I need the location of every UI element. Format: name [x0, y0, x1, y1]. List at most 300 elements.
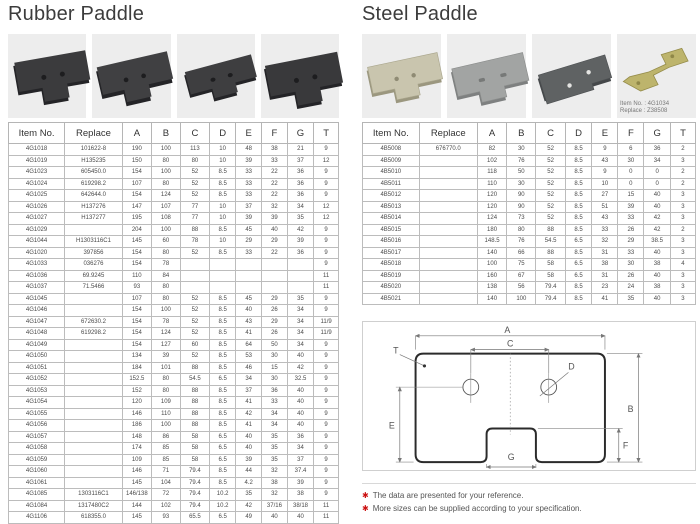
- table-cell: 195: [122, 213, 151, 225]
- table-cell: 120: [477, 201, 506, 213]
- table-cell: 0: [644, 178, 671, 190]
- table-cell: 110: [122, 270, 151, 282]
- table-cell: [419, 190, 477, 202]
- table-cell: [419, 259, 477, 271]
- table-cell: 79.4: [536, 282, 565, 294]
- table-cell: 41: [592, 293, 618, 305]
- table-cell: 4G1046: [9, 305, 65, 317]
- table-cell: 38.5: [644, 236, 671, 248]
- table-cell: 33: [236, 190, 262, 202]
- table-cell: 50: [507, 167, 536, 179]
- table-cell: 42: [644, 213, 671, 225]
- table-cell: 145: [122, 477, 151, 489]
- table-cell: 40: [236, 431, 262, 443]
- table-cell: 4G1052: [9, 374, 65, 386]
- table-cell: 154: [122, 328, 151, 340]
- table-cell: 33: [236, 167, 262, 179]
- table-cell: 42: [287, 224, 313, 236]
- table-cell: 88: [180, 397, 209, 409]
- table-row: [9, 178, 339, 190]
- table-cell: 34: [287, 328, 313, 340]
- table-cell: 9: [314, 339, 339, 351]
- table-cell: 4B5020: [363, 282, 420, 294]
- table-cell: 4G1029: [9, 224, 65, 236]
- table-cell: 8.5: [565, 282, 592, 294]
- table-cell: 37: [287, 454, 313, 466]
- table-cell: 33: [236, 247, 262, 259]
- table-cell: 11: [314, 512, 339, 524]
- table-cell: 101622-8: [65, 144, 123, 156]
- table-cell: [65, 431, 123, 443]
- table-cell: 109: [151, 397, 180, 409]
- table-cell: [65, 224, 123, 236]
- table-cell: 36: [287, 247, 313, 259]
- table-row: [363, 213, 696, 225]
- table-cell: 6.5: [565, 259, 592, 271]
- table-cell: 9: [314, 144, 339, 156]
- footnote: [362, 502, 696, 515]
- table-cell: [180, 259, 209, 271]
- table-cell: 24: [618, 282, 644, 294]
- table-cell: 9: [592, 167, 618, 179]
- table-cell: 154: [122, 305, 151, 317]
- table-cell: 93: [151, 512, 180, 524]
- table-cell: 29: [262, 236, 288, 248]
- table-cell: 9: [314, 305, 339, 317]
- steel-paddle-photo-4: [617, 34, 696, 118]
- table-cell: 8.5: [209, 466, 235, 478]
- table-cell: 4G1051: [9, 362, 65, 374]
- table-cell: 66: [507, 247, 536, 259]
- table-cell: [236, 259, 262, 271]
- table-row: [9, 282, 339, 294]
- table-cell: 124: [477, 213, 506, 225]
- table-cell: 2: [670, 178, 695, 190]
- table-cell: 4G1055: [9, 408, 65, 420]
- table-cell: 4G1019: [9, 155, 65, 167]
- table-cell: 9: [314, 374, 339, 386]
- table-cell: 619298.2: [65, 328, 123, 340]
- column-header: D: [565, 123, 592, 144]
- table-cell: 77: [180, 201, 209, 213]
- table-cell: 9: [314, 385, 339, 397]
- rubber-section-title: Rubber Paddle: [8, 3, 145, 25]
- table-cell: 4G1020: [9, 247, 65, 259]
- table-cell: [65, 339, 123, 351]
- footnote-text: The data are presented for your reference.: [372, 491, 524, 500]
- table-cell: 174: [122, 443, 151, 455]
- dim-label-G: G: [507, 452, 515, 463]
- table-cell: 2: [670, 224, 695, 236]
- table-cell: 4G1061: [9, 477, 65, 489]
- table-cell: 54.5: [536, 236, 565, 248]
- table-cell: 1317480C2: [65, 500, 123, 512]
- table-cell: [419, 247, 477, 259]
- table-cell: 52: [180, 328, 209, 340]
- steel-paddle-3-image: [532, 34, 611, 118]
- table-row: [363, 259, 696, 271]
- table-cell: 0: [618, 178, 644, 190]
- table-cell: 30: [507, 178, 536, 190]
- table-cell: 38: [644, 259, 671, 271]
- steel-paddle-section: [362, 0, 696, 515]
- table-cell: 36: [287, 431, 313, 443]
- table-cell: 120: [477, 190, 506, 202]
- rubber-table-header-row: [9, 123, 339, 144]
- table-cell: 8.5: [565, 155, 592, 167]
- table-cell: 4G1053: [9, 385, 65, 397]
- table-cell: [419, 293, 477, 305]
- table-cell: 140: [477, 293, 506, 305]
- table-cell: 31: [592, 270, 618, 282]
- table-cell: 3: [670, 155, 695, 167]
- table-row: [9, 397, 339, 409]
- table-cell: [262, 270, 288, 282]
- table-cell: [209, 270, 235, 282]
- table-cell: 80: [507, 224, 536, 236]
- table-cell: 40: [236, 305, 262, 317]
- table-cell: 618355.0: [65, 512, 123, 524]
- table-cell: 4G1057: [9, 431, 65, 443]
- table-cell: 29: [618, 236, 644, 248]
- table-cell: 100: [151, 167, 180, 179]
- table-cell: 52: [180, 293, 209, 305]
- table-cell: [419, 178, 477, 190]
- table-cell: 88: [180, 362, 209, 374]
- table-cell: 110: [477, 178, 506, 190]
- table-cell: 8.5: [209, 397, 235, 409]
- table-cell: 42: [236, 408, 262, 420]
- table-cell: 29: [236, 236, 262, 248]
- table-cell: 4G1058: [9, 443, 65, 455]
- table-cell: 80: [151, 282, 180, 294]
- table-cell: 69.9245: [65, 270, 123, 282]
- table-cell: 100: [507, 293, 536, 305]
- table-cell: 154: [122, 247, 151, 259]
- table-cell: 40: [644, 201, 671, 213]
- dim-label-E: E: [388, 420, 395, 431]
- table-cell: 52: [536, 201, 565, 213]
- table-cell: 52: [536, 213, 565, 225]
- table-cell: 79.4: [180, 466, 209, 478]
- table-cell: 34: [287, 316, 313, 328]
- table-cell: 39: [236, 454, 262, 466]
- table-cell: 4B5015: [363, 224, 420, 236]
- table-cell: 36: [644, 144, 671, 156]
- rubber-paddle-photo-1: [8, 34, 86, 118]
- table-cell: [419, 270, 477, 282]
- table-cell: 4.2: [236, 477, 262, 489]
- table-cell: 109: [122, 454, 151, 466]
- table-cell: 40: [287, 408, 313, 420]
- table-cell: 64: [236, 339, 262, 351]
- table-row: [363, 190, 696, 202]
- table-cell: 146: [122, 466, 151, 478]
- table-cell: 10: [209, 213, 235, 225]
- table-cell: 58: [536, 270, 565, 282]
- table-cell: 10: [209, 155, 235, 167]
- table-cell: 4G1048: [9, 328, 65, 340]
- table-cell: 9: [314, 397, 339, 409]
- table-cell: 190: [122, 144, 151, 156]
- table-cell: 4G1060: [9, 466, 65, 478]
- table-cell: 154: [122, 167, 151, 179]
- table-cell: 9: [314, 224, 339, 236]
- footnotes: [362, 483, 696, 515]
- table-cell: 39: [287, 477, 313, 489]
- table-cell: [209, 282, 235, 294]
- table-cell: 154: [122, 339, 151, 351]
- table-row: [9, 213, 339, 225]
- table-cell: 12: [314, 155, 339, 167]
- table-cell: 56: [507, 282, 536, 294]
- table-cell: 38/18: [287, 500, 313, 512]
- steel-paddle-4-caption: [620, 101, 669, 115]
- table-cell: 48: [236, 144, 262, 156]
- table-cell: 34: [644, 155, 671, 167]
- table-row: [363, 236, 696, 248]
- table-cell: 8.5: [565, 201, 592, 213]
- table-cell: 9: [314, 362, 339, 374]
- table-cell: 8.5: [209, 293, 235, 305]
- table-cell: 9: [314, 190, 339, 202]
- table-cell: 107: [151, 201, 180, 213]
- table-cell: 73: [507, 213, 536, 225]
- table-cell: 9: [314, 351, 339, 363]
- table-cell: 30: [262, 374, 288, 386]
- table-cell: 34: [287, 201, 313, 213]
- table-cell: 54.5: [180, 374, 209, 386]
- table-cell: [65, 408, 123, 420]
- table-cell: 41: [236, 397, 262, 409]
- table-cell: 138: [477, 282, 506, 294]
- table-cell: 38: [592, 259, 618, 271]
- table-cell: 93: [122, 282, 151, 294]
- table-cell: 8.5: [209, 385, 235, 397]
- footnote: [362, 489, 696, 502]
- table-cell: 37.4: [287, 466, 313, 478]
- table-row: [9, 477, 339, 489]
- table-cell: 9: [314, 236, 339, 248]
- table-cell: 35: [287, 213, 313, 225]
- table-cell: 37/16: [262, 500, 288, 512]
- table-cell: 107: [122, 293, 151, 305]
- table-cell: 9: [314, 443, 339, 455]
- table-cell: 88: [536, 247, 565, 259]
- table-cell: 4G1026: [9, 201, 65, 213]
- dim-label-T: T: [393, 345, 399, 356]
- table-cell: 79.4: [536, 293, 565, 305]
- table-cell: 51: [592, 201, 618, 213]
- table-cell: 11/9: [314, 328, 339, 340]
- table-cell: 76: [507, 155, 536, 167]
- table-cell: 140: [477, 247, 506, 259]
- paddle-outline-shape: [416, 354, 605, 462]
- table-cell: 6.5: [565, 270, 592, 282]
- table-cell: 8.5: [209, 224, 235, 236]
- table-cell: 53: [236, 351, 262, 363]
- table-cell: 22: [262, 247, 288, 259]
- table-cell: 8.5: [209, 477, 235, 489]
- table-cell: 86: [151, 431, 180, 443]
- table-cell: 4G1054: [9, 397, 65, 409]
- table-cell: 76: [507, 236, 536, 248]
- table-cell: 39: [618, 201, 644, 213]
- table-cell: 9: [314, 293, 339, 305]
- steel-paddle-photo-3: [532, 34, 611, 118]
- table-cell: 8.5: [209, 247, 235, 259]
- column-header: C: [180, 123, 209, 144]
- table-cell: 60: [151, 236, 180, 248]
- table-cell: 52: [180, 247, 209, 259]
- table-cell: 41: [236, 328, 262, 340]
- table-cell: 32: [262, 466, 288, 478]
- table-cell: 78: [151, 316, 180, 328]
- table-row: [9, 190, 339, 202]
- table-cell: 39: [151, 351, 180, 363]
- table-cell: 4G1049: [9, 339, 65, 351]
- table-cell: [180, 270, 209, 282]
- table-cell: 52: [536, 190, 565, 202]
- table-cell: 184: [122, 362, 151, 374]
- table-cell: 154: [122, 316, 151, 328]
- table-cell: 52: [180, 178, 209, 190]
- table-cell: 67: [507, 270, 536, 282]
- table-cell: [65, 385, 123, 397]
- table-cell: 100: [151, 224, 180, 236]
- table-cell: 4G1044: [9, 236, 65, 248]
- table-cell: 8.5: [565, 190, 592, 202]
- table-cell: [419, 213, 477, 225]
- table-cell: 40: [287, 512, 313, 524]
- column-header: Replace: [65, 123, 123, 144]
- table-cell: 78: [180, 236, 209, 248]
- table-cell: 8.5: [565, 224, 592, 236]
- table-cell: 35: [618, 293, 644, 305]
- table-cell: 676770.0: [419, 144, 477, 156]
- table-cell: 108: [151, 213, 180, 225]
- table-cell: 27: [592, 190, 618, 202]
- table-cell: 4B5017: [363, 247, 420, 259]
- table-cell: 44: [236, 466, 262, 478]
- table-cell: 4B5021: [363, 293, 420, 305]
- rubber-paddle-4-image: [261, 34, 339, 118]
- table-cell: 40: [644, 247, 671, 259]
- table-cell: [287, 282, 313, 294]
- table-cell: 8.5: [565, 213, 592, 225]
- table-cell: 26: [262, 305, 288, 317]
- column-header: E: [592, 123, 618, 144]
- table-cell: 186: [122, 420, 151, 432]
- table-cell: 52: [536, 155, 565, 167]
- table-row: [9, 270, 339, 282]
- table-cell: 33: [618, 247, 644, 259]
- table-cell: 34: [287, 305, 313, 317]
- table-cell: 4B5009: [363, 155, 420, 167]
- dim-label-B: B: [627, 403, 634, 414]
- table-cell: 4B5019: [363, 270, 420, 282]
- table-cell: 6: [618, 144, 644, 156]
- table-cell: 9: [314, 466, 339, 478]
- table-cell: 146/138: [122, 489, 151, 501]
- table-cell: 9: [314, 178, 339, 190]
- column-header: F: [262, 123, 288, 144]
- table-cell: 30: [262, 351, 288, 363]
- rubber-paddle-photo-4: [261, 34, 339, 118]
- dim-label-F: F: [622, 440, 629, 451]
- column-header: A: [477, 123, 506, 144]
- table-row: [9, 328, 339, 340]
- table-cell: 9: [314, 420, 339, 432]
- table-cell: 33: [618, 213, 644, 225]
- table-cell: 4G1036: [9, 270, 65, 282]
- table-cell: 8.5: [209, 339, 235, 351]
- table-cell: 52: [180, 305, 209, 317]
- table-cell: 60: [180, 339, 209, 351]
- table-cell: 124: [151, 190, 180, 202]
- table-cell: [236, 270, 262, 282]
- table-cell: 4G1023: [9, 167, 65, 179]
- table-cell: 29: [262, 293, 288, 305]
- table-row: [9, 374, 339, 386]
- table-cell: 65.5: [180, 512, 209, 524]
- table-cell: [65, 305, 123, 317]
- table-cell: 42: [236, 500, 262, 512]
- table-cell: 4G1085: [9, 489, 65, 501]
- table-cell: 120: [122, 397, 151, 409]
- table-cell: 3: [670, 270, 695, 282]
- table-cell: 39: [236, 155, 262, 167]
- table-cell: 50: [262, 339, 288, 351]
- table-cell: [419, 155, 477, 167]
- table-cell: 36: [287, 178, 313, 190]
- table-cell: [65, 420, 123, 432]
- table-cell: 9: [314, 489, 339, 501]
- table-cell: 79.4: [180, 489, 209, 501]
- table-cell: 8.5: [565, 144, 592, 156]
- table-cell: 8.5: [209, 167, 235, 179]
- column-header: T: [670, 123, 695, 144]
- table-cell: 605450.0: [65, 167, 123, 179]
- table-cell: 34: [287, 443, 313, 455]
- table-cell: 38: [644, 282, 671, 294]
- table-cell: 4G1059: [9, 454, 65, 466]
- caption-replace: Replace : Z38508: [620, 108, 668, 114]
- table-cell: 22: [262, 178, 288, 190]
- table-cell: 152.5: [122, 374, 151, 386]
- dim-label-A: A: [504, 324, 511, 335]
- steel-section-title: Steel Paddle: [362, 3, 478, 25]
- column-header: T: [314, 123, 339, 144]
- table-cell: 75: [507, 259, 536, 271]
- table-cell: 10: [209, 144, 235, 156]
- table-cell: [65, 443, 123, 455]
- table-cell: 35: [262, 431, 288, 443]
- table-cell: 4G1050: [9, 351, 65, 363]
- table-cell: 154: [122, 190, 151, 202]
- table-cell: 3: [670, 282, 695, 294]
- table-cell: 77: [180, 213, 209, 225]
- table-cell: [180, 282, 209, 294]
- table-cell: 145: [122, 512, 151, 524]
- table-cell: 11: [314, 282, 339, 294]
- table-cell: 3: [670, 293, 695, 305]
- table-cell: 80: [151, 178, 180, 190]
- table-cell: 3: [670, 247, 695, 259]
- table-cell: 40: [287, 420, 313, 432]
- table-cell: 22: [262, 167, 288, 179]
- steel-paddle-table: [362, 122, 696, 305]
